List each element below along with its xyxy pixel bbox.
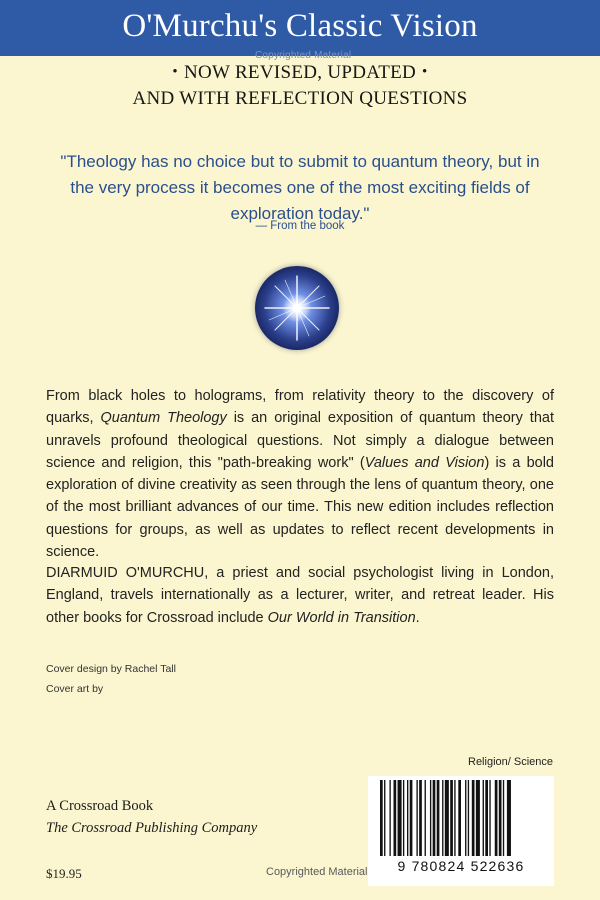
bullet-left: • — [172, 64, 178, 80]
author-bio-paragraph — [46, 562, 554, 629]
description-text-1: From black holes to holograms, from relativity theory to the discovery of quarks, — [46, 388, 554, 427]
publisher-name: The Crossroad Publishing Company — [46, 820, 258, 836]
barcode-bar — [468, 780, 469, 856]
barcode-bar — [483, 780, 484, 856]
subheading-revised-text: NOW REVISED, UPDATED — [183, 62, 417, 83]
category-label: Religion/ Science — [468, 756, 553, 768]
barcode-bar — [450, 780, 453, 856]
barcode-bar — [403, 780, 404, 856]
publisher-imprint: A Crossroad Book — [46, 798, 154, 814]
barcode-bar — [380, 780, 383, 856]
barcode-bar — [425, 780, 426, 856]
description-paragraph — [46, 385, 554, 563]
book-title-our-world: Our World in Transition — [267, 609, 416, 626]
barcode-bar — [416, 780, 417, 856]
quote-attribution: — From the book — [255, 220, 345, 232]
barcode-bar — [495, 780, 498, 856]
author-bio-text-1: DIARMUID O'MURCHU, a priest and social psychologist living in London, England, travels internationally as a lecturer, writer, and retreat leader. His other books for Crossroad include — [46, 565, 554, 626]
barcode-bar — [433, 780, 436, 856]
banner-watermark: Copyrighted Material — [255, 50, 352, 61]
description-text-3: ) is a bold exploration of divine creativity as seen through the lens of quantum theory, one of the most brilliant advances of our time. This new edition includes reflection questions for groups, as well as updates to reflect recent developments in science. — [46, 454, 555, 561]
barcode-bar — [430, 780, 431, 856]
barcode-bar — [394, 780, 397, 856]
barcode-bar — [465, 780, 466, 856]
bullet-right: • — [422, 64, 428, 80]
barcode-bar — [489, 780, 490, 856]
cover-design-credit: Cover design by Rachel Tall — [46, 663, 176, 675]
banner-title: O'Murchu's Classic Vision — [122, 8, 478, 44]
barcode-bar — [445, 780, 449, 856]
isbn-barcode — [368, 776, 554, 886]
description-text-2: is an original exposition of quantum theory that unravels profound theological questions. Not simply a dialogue between science and religion, this "path-breaking work" ( — [46, 410, 554, 471]
subheading-revised — [0, 62, 600, 84]
review-source: Values and Vision — [364, 454, 485, 471]
barcode-bar — [442, 780, 443, 856]
barcode-bar — [410, 780, 413, 856]
cover-art-credit: Cover art by — [46, 683, 104, 695]
pull-quote: "Theology has no choice but to submit to quantum theory, but in the very process it becomes one of the most exciting fields of exploration today." — [60, 152, 540, 223]
barcode-bar — [472, 780, 475, 856]
barcode-bar — [398, 780, 402, 856]
barcode-bar — [384, 780, 385, 856]
barcode-bar — [437, 780, 440, 856]
starburst-orb-image — [255, 266, 339, 350]
bottom-watermark: Copyrighted Material — [266, 866, 368, 878]
author-bio-text-2: . — [415, 609, 420, 626]
barcode-bar — [503, 780, 504, 856]
barcode-bars — [368, 780, 554, 860]
barcode-bar — [407, 780, 408, 856]
barcode-bar — [389, 780, 390, 856]
barcode-bar — [476, 780, 480, 856]
barcode-bar — [499, 780, 502, 856]
price-label: $19.95 — [46, 866, 82, 881]
barcode-bar — [454, 780, 455, 856]
barcode-bar — [458, 780, 461, 856]
barcode-bar — [419, 780, 422, 856]
barcode-bar — [485, 780, 488, 856]
barcode-bar — [507, 780, 511, 856]
subheading-reflection: AND WITH REFLECTION QUESTIONS — [132, 88, 468, 109]
book-title-quantum-theology: Quantum Theology — [100, 410, 227, 427]
isbn-number: 9 780824 522636 — [397, 858, 525, 874]
